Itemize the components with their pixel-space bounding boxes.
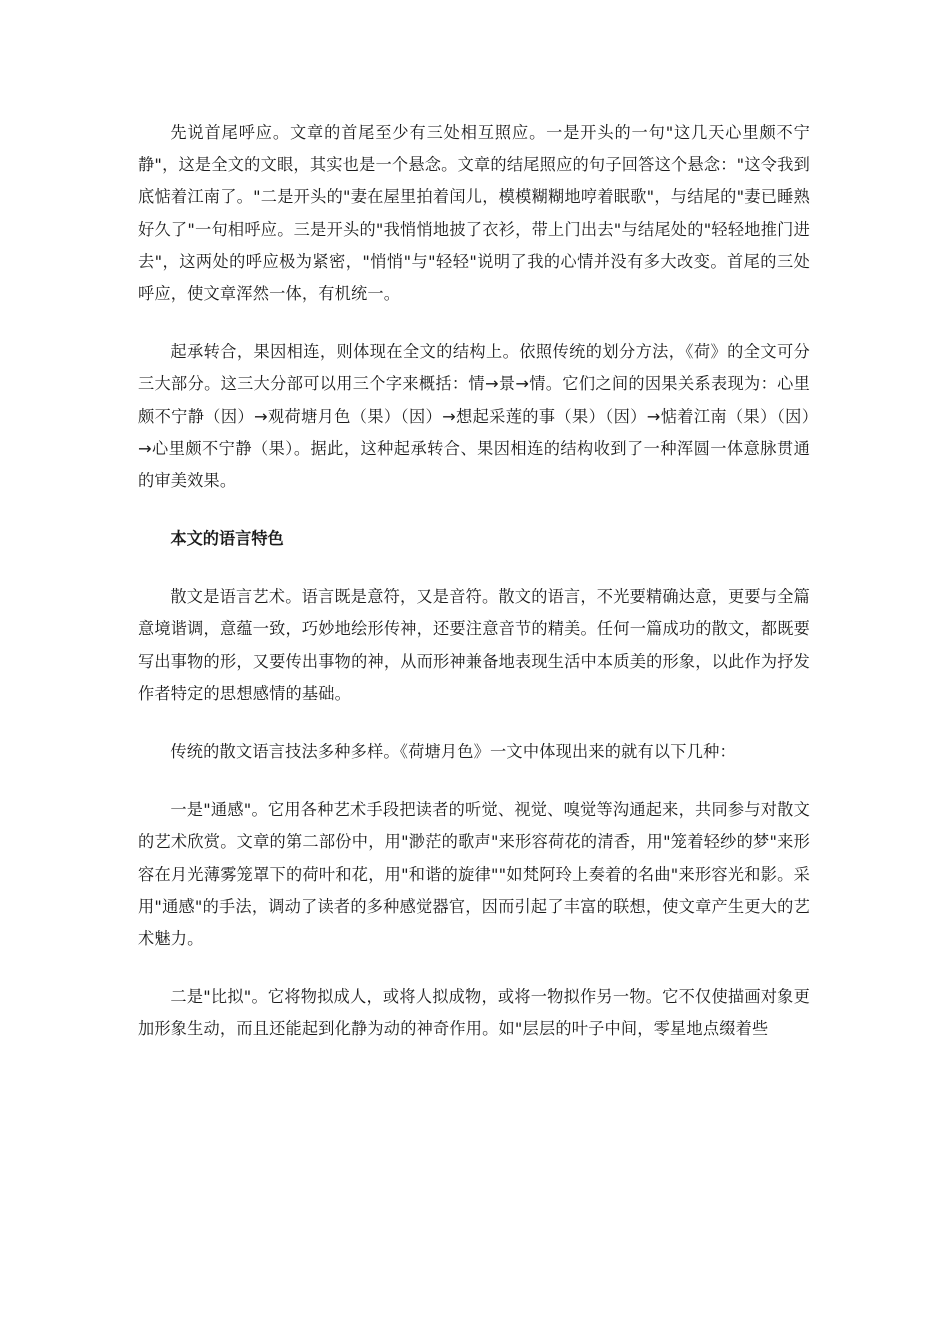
- paragraph-techniques-intro: 传统的散文语言技法多种多样。《荷塘月色》一文中体现出来的就有以下几种：: [170, 742, 736, 762]
- paragraph-personification: 二是"比拟"。它将物拟成人，或将人拟成物，或将一物拟作另一物。它不仅使描画对象更加形象生动，而且还能起到化静为动的神奇作用。如"层层的叶子中间，零星地点缀着些: [138, 987, 810, 1039]
- paragraph-head-tail-echo: 先说首尾呼应。文章的首尾至少有三处相互照应。一是开头的一句"这几天心里颇不宁静"，这是全文的文眼，其实也是一个悬念。文章的结尾照应的句子回答这个悬念："这令我到底惦着江南了。"二是开头的"妻在屋里拍着闰儿，模模糊糊地哼着眠歌"，与结尾的"妻已睡熟好久了"一句相呼应。三是开头的"我悄悄地披了衣衫，带上门出去"与结尾处的"轻轻地推门进去"，这两处的呼应极为紧密，"悄悄"与"轻轻"说明了我的心情并没有多大改变。首尾的三处呼应，使文章浑然一体，有机统一。: [138, 123, 810, 304]
- paragraph-synesthesia: 一是"通感"。它用各种艺术手段把读者的听觉、视觉、嗅觉等沟通起来，共同参与对散文的艺术欣赏。文章的第二部份中，用"渺茫的歌声"来形容荷花的清香，用"笼着轻纱的梦"来形容在月光薄雾笼罩下的荷叶和花，用"和谐的旋律""如梵阿玲上奏着的名曲"来形容光和影。采用"通感"的手法，调动了读者的多种感觉器官，因而引起了丰富的联想，使文章产生更大的艺术魅力。: [138, 800, 810, 949]
- section-heading-language-features: 本文的语言特色: [170, 529, 284, 549]
- paragraph-prose-language: 散文是语言艺术。语言既是意符，又是音符。散文的语言，不光要精确达意，更要与全篇意境谐调，意蕴一致，巧妙地绘形传神，还要注意音节的精美。任何一篇成功的散文，都既要写出事物的形，又要传出事物的神，从而形神兼备地表现生活中本质美的形象，以此作为抒发作者特定的思想感情的基础。: [138, 587, 810, 703]
- paragraph-structure: 起承转合，果因相连，则体现在全文的结构上。依照传统的划分方法，《荷》的全文可分三大部分。这三大分部可以用三个字来概括：情→景→情。它们之间的因果关系表现为：心里颇不宁静（因）→观荷塘月色（果）（因）→想起采莲的事（果）（因）→惦着江南（果）（因）→心里颇不宁静（果）。据此，这种起承转合、果因相连的结构收到了一种浑圆一体意脉贯通的审美效果。: [138, 342, 810, 491]
